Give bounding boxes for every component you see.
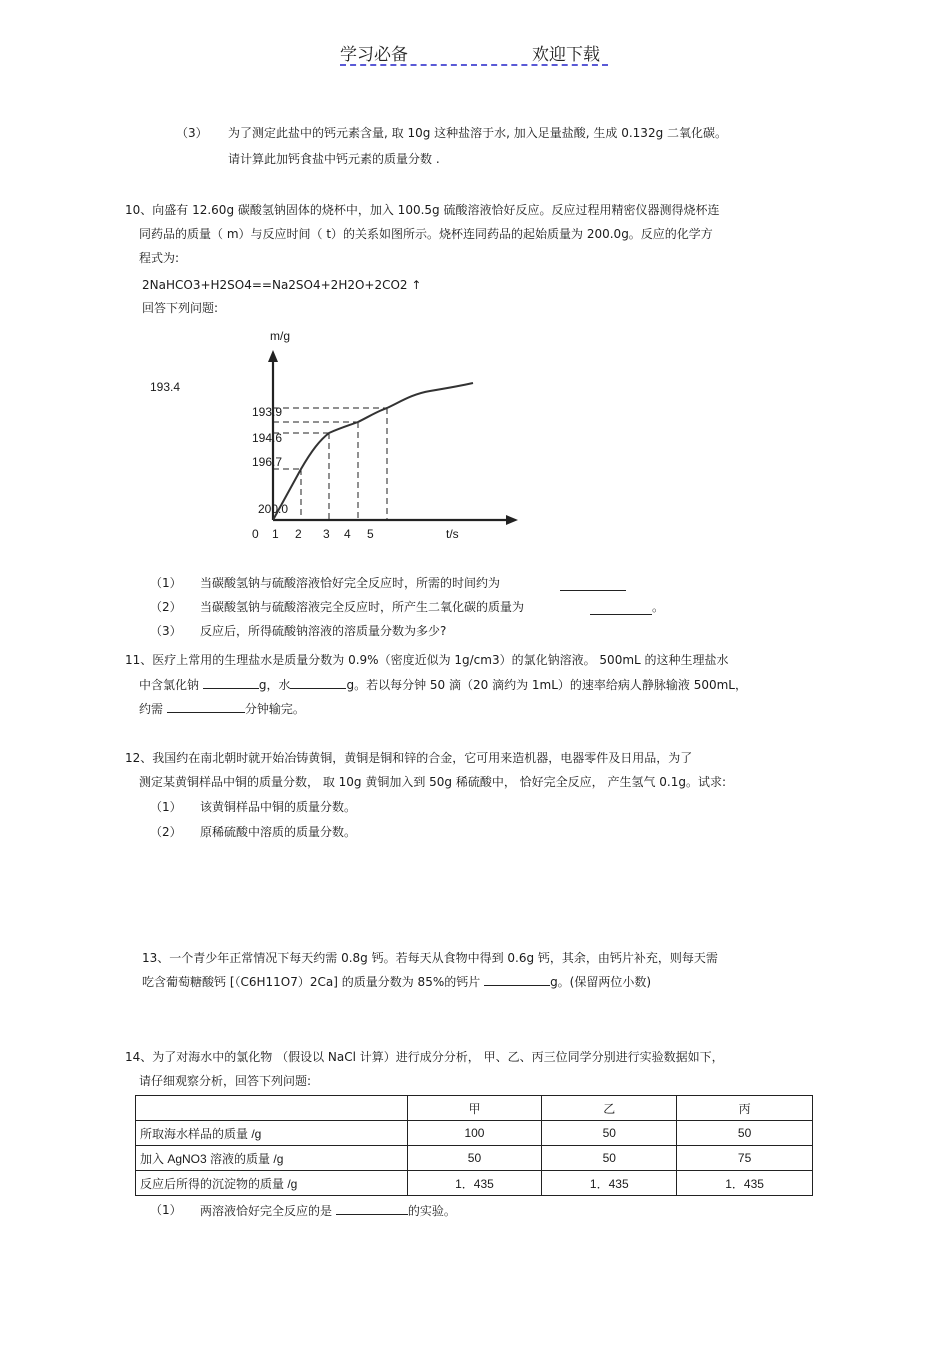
table-row <box>136 1171 813 1196</box>
q10-sub3-text: 反应后，所得硫酸钠溶液的溶质量分数为多少? <box>200 624 447 638</box>
x-axis-arrow <box>506 515 518 525</box>
q10-equation: 2NaHCO3+H2SO4==Na2SO4+2H2O+2CO2 ↑ <box>142 278 422 292</box>
y-tick-label: 193.9 <box>252 405 283 419</box>
q11-line3-part-b: 分钟输完。 <box>244 702 305 716</box>
q10-sub2-tail: 。 <box>652 600 665 614</box>
table-cell: 75 <box>677 1146 813 1171</box>
table-cell: 1．435 <box>407 1171 542 1196</box>
q11-line2-part-a: 中含氯化钠 <box>139 678 200 692</box>
q11-nacl-mass-blank[interactable] <box>203 676 259 689</box>
q12-sub1-number: （1） <box>150 800 182 814</box>
q13-line2-part-b: g。(保留两位小数) <box>550 975 652 989</box>
x-tick-label: 1 <box>272 527 279 541</box>
q10-prompt: 回答下列问题: <box>142 301 219 315</box>
table-row <box>136 1146 813 1171</box>
q12-line2: 测定某黄铜样品中铜的质量分数， 取 10g 黄铜加入到 50g 稀硫酸中， 恰好完全反应， 产生氢气 0.1g。试求: <box>139 775 727 789</box>
q11-line3-part-a: 约需 <box>139 702 164 716</box>
q14-sub1-text-b: 的实验。 <box>407 1204 456 1218</box>
y-tick-label: 194.6 <box>252 431 283 445</box>
q11-line3 <box>139 700 305 717</box>
table-cell: 50 <box>407 1146 542 1171</box>
q14-sub1-number: （1） <box>150 1203 182 1217</box>
q10-sub1-number: （1） <box>150 576 182 590</box>
table-header-cell: 甲 <box>407 1096 542 1121</box>
table-header-cell: 乙 <box>542 1096 677 1121</box>
table-cell: 所取海水样品的质量 /g <box>136 1121 408 1146</box>
table-header-row <box>136 1096 813 1121</box>
q9-sub3-line2: 请计算此加钙食盐中钙元素的质量分数 . <box>228 152 440 166</box>
table-cell: 1．435 <box>542 1171 677 1196</box>
table-cell: 50 <box>677 1121 813 1146</box>
q10-sub1-text: 当碳酸氢钠与硫酸溶液恰好完全反应时，所需的时间约为 <box>200 576 501 590</box>
table-cell: 50 <box>542 1146 677 1171</box>
y-tick-label-outside: 193.4 <box>150 380 181 394</box>
table-cell: 100 <box>407 1121 542 1146</box>
q12-sub1-text: 该黄铜样品中铜的质量分数。 <box>200 800 357 814</box>
q14-sub1-line <box>200 1202 456 1219</box>
y-tick-label: 196.7 <box>252 455 283 469</box>
q13-line1: 13、一个青少年正常情况下每天约需 0.8g 钙。若每天从食物中得到 0.6g 钙，其余，由钙片补充，则每天需 <box>142 951 718 965</box>
q10-line2: 同药品的质量（ m）与反应时间（ t）的关系如图所示。烧杯连同药品的起始质量为 200.0g。反应的化学方 <box>139 227 713 241</box>
table-header-cell: 丙 <box>677 1096 813 1121</box>
table-cell: 1．435 <box>677 1171 813 1196</box>
q10-sub2-answer-blank[interactable] <box>590 602 652 615</box>
q13-answer-blank[interactable] <box>484 973 550 986</box>
q11-line2 <box>139 676 747 693</box>
table-cell: 50 <box>542 1121 677 1146</box>
y-axis-label: m/g <box>270 329 291 343</box>
mass-time-chart <box>0 0 950 560</box>
q10-line3: 程式为: <box>139 251 180 265</box>
q9-sub3-line1: 为了测定此盐中的钙元素含量, 取 10g 这种盐溶于水, 加入足量盐酸, 生成 0.132g 二氧化碳。 <box>228 126 728 140</box>
x-axis-label: t/s <box>446 527 459 541</box>
q11-minutes-blank[interactable] <box>167 700 245 713</box>
q12-line1: 12、我国约在南北朝时就开始冶铸黄铜，黄铜是铜和锌的合金，它可用来造机器，电器零件及日用品，为了 <box>125 751 693 765</box>
q10-sub2-number: （2） <box>150 600 182 614</box>
x-tick-label: 3 <box>323 527 330 541</box>
q14-sub1-text-a: 两溶液恰好完全反应的是 <box>200 1204 333 1218</box>
q12-sub2-text: 原稀硫酸中溶质的质量分数。 <box>200 825 357 839</box>
q11-line2-part-c: g。若以每分钟 50 滴（20 滴约为 1mL）的速率给病人静脉输液 500mL， <box>346 678 747 692</box>
table-cell: 反应后所得的沉淀物的质量 /g <box>136 1171 408 1196</box>
q11-line2-part-b: g，水 <box>258 678 291 692</box>
y-axis-arrow <box>268 350 278 362</box>
mass-curve <box>273 383 473 520</box>
q11-line1: 11、医疗上常用的生理盐水是质量分数为 0.9%（密度近似为 1g/cm3）的氯化钠溶液。 500mL 的这种生理盐水 <box>125 653 729 667</box>
q10-sub3-number: （3） <box>150 624 182 638</box>
q14-data-table <box>135 1095 813 1196</box>
x-origin-label: 0 <box>252 527 259 541</box>
q10-sub2-text: 当碳酸氢钠与硫酸溶液完全反应时，所产生二氧化碳的质量为 <box>200 600 525 614</box>
q14-sub1-answer-blank[interactable] <box>336 1202 408 1215</box>
q13-line2 <box>142 973 651 990</box>
q14-line1: 14、为了对海水中的氯化物 （假设以 NaCl 计算）进行成分分析， 甲、乙、丙三位同学分别进行实验数据如下， <box>125 1050 724 1064</box>
q13-line2-part-a: 吃含葡萄糖酸钙 [（C6H11O7）2Ca] 的质量分数为 85%的钙片 <box>142 975 481 989</box>
q12-sub2-number: （2） <box>150 825 182 839</box>
y-tick-label: 200.0 <box>258 502 289 516</box>
q9-sub3-number: （3） <box>176 126 208 140</box>
table-header-cell <box>136 1096 408 1121</box>
header-right: 欢迎下载 <box>532 45 600 65</box>
q14-line2: 请仔细观察分析，回答下列问题: <box>139 1074 312 1088</box>
x-tick-label: 2 <box>295 527 302 541</box>
q10-sub1-answer-blank[interactable] <box>560 578 626 591</box>
table-cell: 加入 AgNO3 溶液的质量 /g <box>136 1146 408 1171</box>
q11-water-mass-blank[interactable] <box>290 676 346 689</box>
x-tick-label: 4 <box>344 527 351 541</box>
table-row <box>136 1121 813 1146</box>
q10-line1: 10、向盛有 12.60g 碳酸氢钠固体的烧杯中，加入 100.5g 硫酸溶液恰好反应。反应过程用精密仪器测得烧杯连 <box>125 203 720 217</box>
header-left: 学习必备 <box>340 45 408 65</box>
x-tick-label: 5 <box>367 527 374 541</box>
